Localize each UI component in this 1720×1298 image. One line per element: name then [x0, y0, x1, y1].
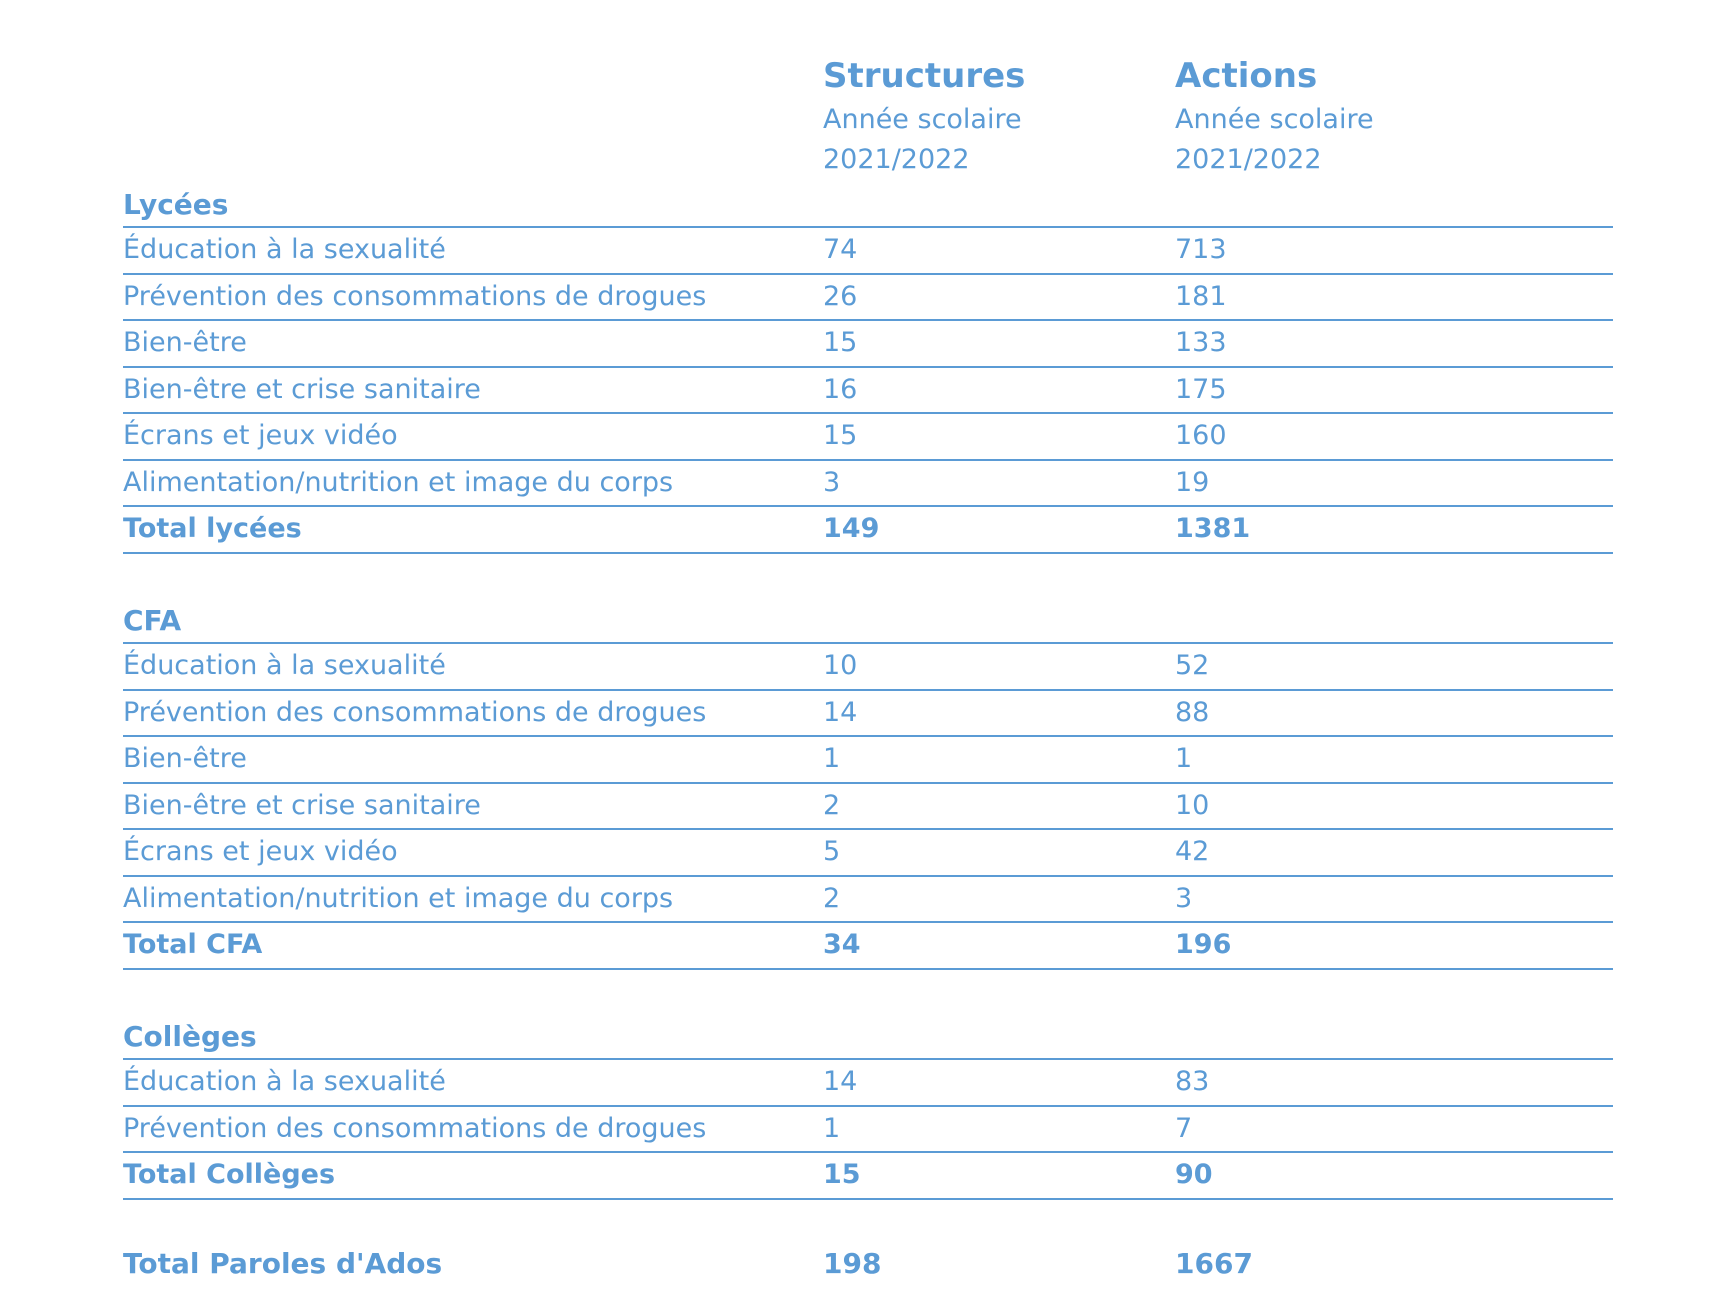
table-row [123, 275, 1613, 322]
table-row [123, 691, 1613, 738]
grand-total-actions: 1667 [1175, 1247, 1253, 1280]
table-row [123, 877, 1613, 924]
table-row [123, 228, 1613, 275]
row-label: Éducation à la sexualité [123, 234, 446, 265]
row-actions: 3 [1175, 882, 1193, 914]
row-actions: 713 [1175, 234, 1227, 265]
row-actions: 83 [1175, 1066, 1210, 1097]
table-row [123, 644, 1613, 691]
section-title: Collèges [123, 1016, 1613, 1060]
table-row [123, 830, 1613, 877]
row-structures: 14 [823, 696, 858, 728]
row-structures: 15 [823, 327, 858, 358]
grand-total-row [123, 1242, 1613, 1286]
grand-total-structures: 198 [823, 1247, 882, 1280]
row-label: Bien-être et crise sanitaire [123, 789, 481, 821]
total-structures: 149 [823, 513, 880, 544]
row-structures: 5 [823, 836, 841, 867]
row-label: Écrans et jeux vidéo [123, 420, 398, 451]
table-row [123, 414, 1613, 461]
table-row [123, 1060, 1613, 1107]
total-row [123, 507, 1613, 554]
row-actions: 10 [1175, 789, 1210, 821]
total-actions: 90 [1175, 1159, 1213, 1190]
total-row [123, 1153, 1613, 1200]
structures-header-title: Structures [823, 56, 1026, 96]
row-structures: 3 [823, 466, 841, 498]
row-actions: 7 [1175, 1112, 1193, 1144]
row-structures: 74 [823, 234, 858, 265]
row-structures: 1 [823, 1112, 841, 1144]
row-structures: 14 [823, 1066, 858, 1097]
row-actions: 1 [1175, 743, 1193, 774]
row-structures: 2 [823, 789, 841, 821]
row-label: Éducation à la sexualité [123, 1066, 446, 1097]
row-actions: 42 [1175, 836, 1210, 867]
total-structures: 15 [823, 1159, 861, 1190]
total-row [123, 923, 1613, 970]
structures-column-header [823, 52, 1025, 180]
total-label: Total lycées [123, 513, 302, 544]
row-actions: 181 [1175, 280, 1227, 312]
row-actions: 133 [1175, 327, 1227, 358]
row-label: Éducation à la sexualité [123, 650, 446, 681]
row-label: Bien-être et crise sanitaire [123, 373, 481, 405]
row-label: Bien-être [123, 327, 247, 358]
structures-header-year: 2021/2022 [823, 144, 970, 175]
row-label: Alimentation/nutrition et image du corps [123, 466, 674, 498]
section-colleges [123, 1016, 1613, 1200]
section-title: CFA [123, 600, 1613, 644]
row-structures: 16 [823, 373, 858, 405]
row-actions: 19 [1175, 466, 1210, 498]
row-structures: 10 [823, 650, 858, 681]
row-label: Écrans et jeux vidéo [123, 836, 398, 867]
actions-header-year: 2021/2022 [1175, 144, 1322, 175]
table-row [123, 321, 1613, 368]
total-structures: 34 [823, 929, 861, 960]
row-structures: 2 [823, 882, 841, 914]
actions-header-title: Actions [1175, 56, 1318, 96]
grand-total-label: Total Paroles d'Ados [123, 1247, 443, 1280]
structures-header-year-label: Année scolaire [823, 104, 1022, 135]
actions-column-header [1175, 52, 1374, 180]
row-actions: 52 [1175, 650, 1210, 681]
table-row [123, 368, 1613, 415]
row-label: Prévention des consommations de drogues [123, 1112, 707, 1144]
total-label: Total Collèges [123, 1159, 336, 1190]
row-label: Alimentation/nutrition et image du corps [123, 882, 674, 914]
section-title: Lycées [123, 184, 1613, 228]
section-cfa [123, 600, 1613, 970]
actions-header-year-label: Année scolaire [1175, 104, 1374, 135]
row-actions: 175 [1175, 373, 1227, 405]
table-row [123, 784, 1613, 831]
total-label: Total CFA [123, 929, 263, 960]
total-actions: 1381 [1175, 513, 1251, 544]
row-actions: 160 [1175, 420, 1227, 451]
table-row [123, 1107, 1613, 1154]
row-label: Bien-être [123, 743, 247, 774]
table-row [123, 461, 1613, 508]
row-structures: 15 [823, 420, 858, 451]
row-label: Prévention des consommations de drogues [123, 280, 707, 312]
row-actions: 88 [1175, 696, 1210, 728]
table-row [123, 737, 1613, 784]
section-lycees [123, 184, 1613, 554]
row-structures: 1 [823, 743, 841, 774]
row-structures: 26 [823, 280, 858, 312]
total-actions: 196 [1175, 929, 1232, 960]
row-label: Prévention des consommations de drogues [123, 696, 707, 728]
